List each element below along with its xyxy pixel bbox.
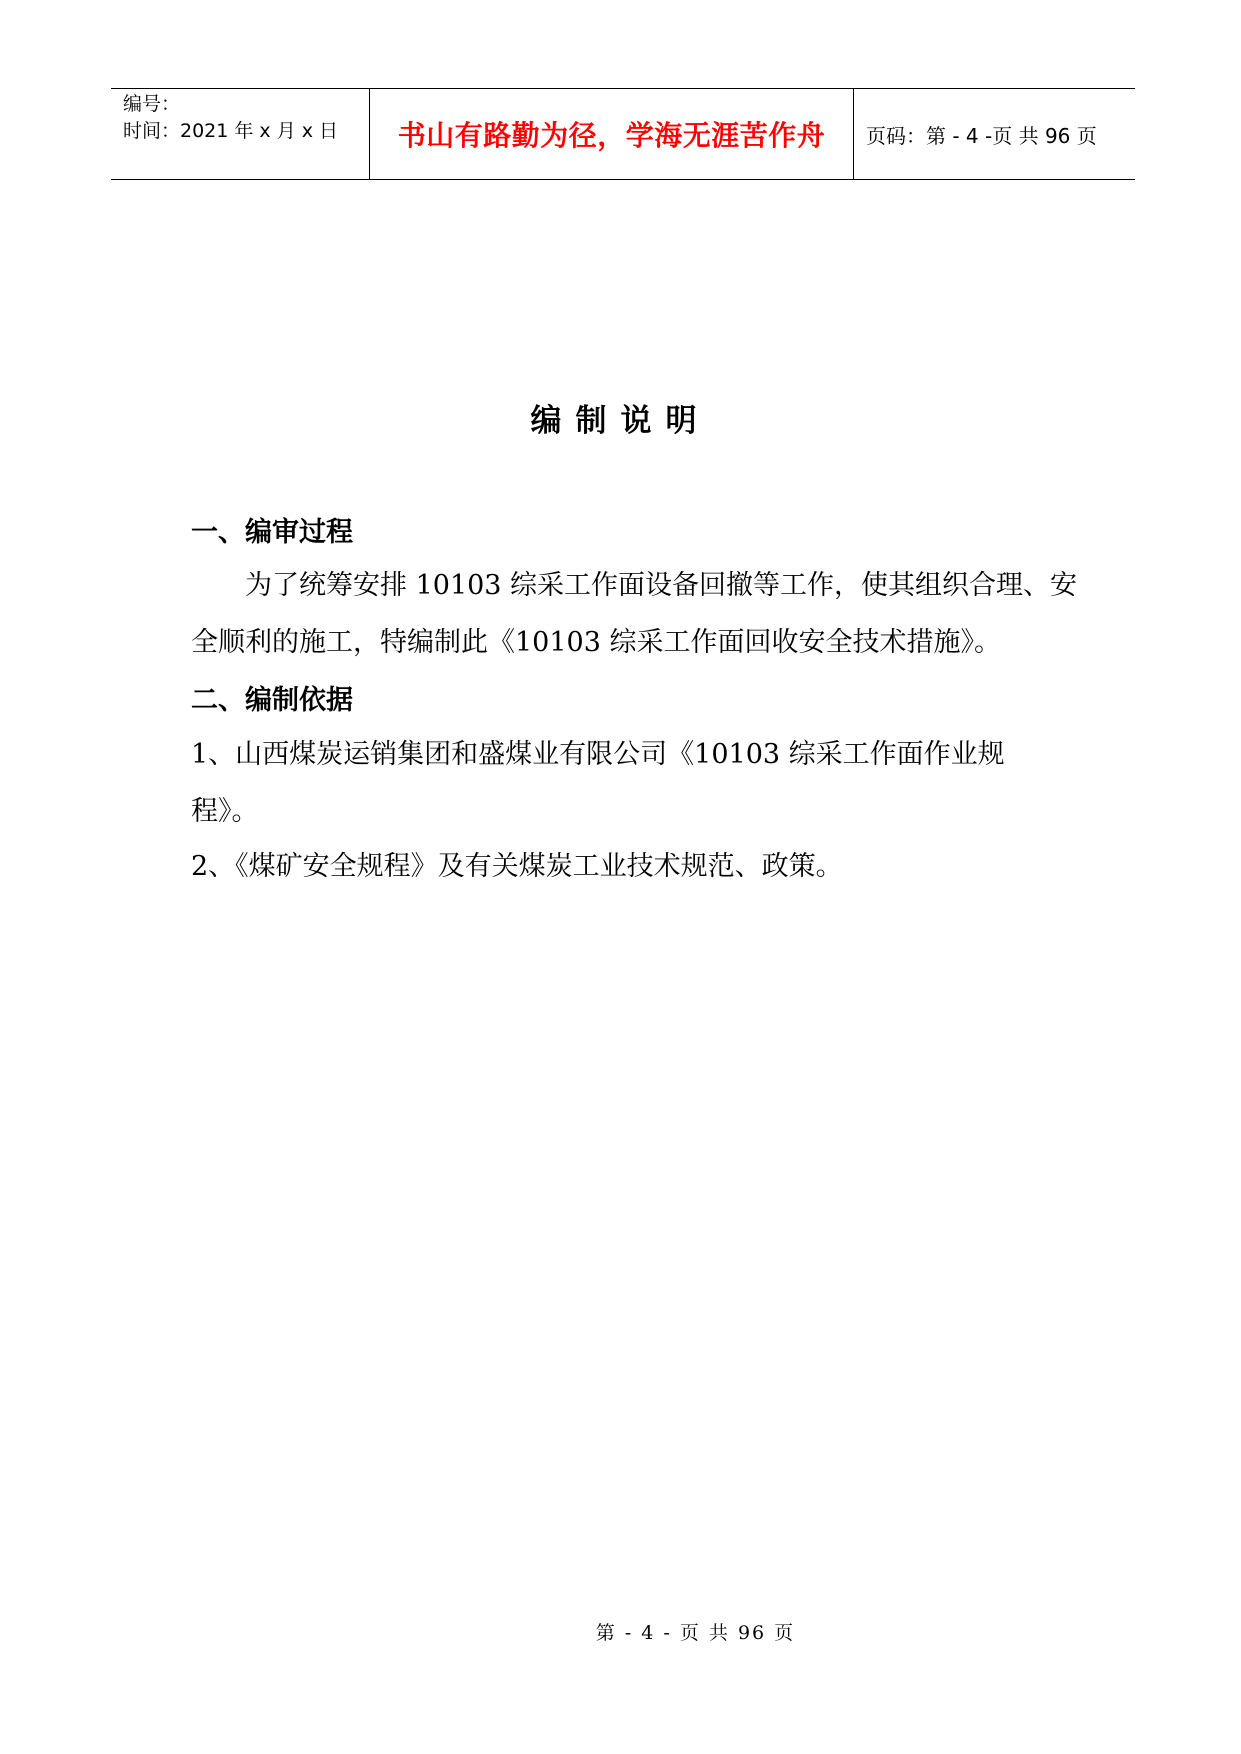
- header-motto-cell: [370, 89, 854, 179]
- basis-item-1: 1、山西煤炭运销集团和盛煤业有限公司《10103 综采工作面作业规程》。: [191, 739, 1005, 827]
- section-heading-review: 一、编审过程: [191, 517, 353, 548]
- page-header: [111, 88, 1135, 180]
- serial-label: 编号：: [123, 93, 181, 115]
- time-label: 时间：2021 年 x 月 x 日: [123, 120, 339, 142]
- header-meta-cell: [111, 89, 370, 179]
- page-footer: 第 - 4 - 页 共 96 页: [595, 1622, 796, 1644]
- section-heading-basis: 二、编制依据: [191, 685, 353, 716]
- document-title: 编制说明: [530, 403, 711, 439]
- header-page-cell: [854, 89, 1135, 179]
- section-review-body: 为了统筹安排 10103 综采工作面设备回撤等工作，使其组织合理、安全顺利的施工，特编制此《10103 综采工作面回收安全技术措施》。: [191, 570, 1078, 658]
- motto-text: 书山有路勤为径，学海无涯苦作舟: [397, 119, 826, 152]
- header-page-info: 页码：第 - 4 -页 共 96 页: [866, 123, 1097, 148]
- basis-item-2: 2、《煤矿安全规程》及有关煤炭工业技术规范、政策。: [191, 851, 843, 882]
